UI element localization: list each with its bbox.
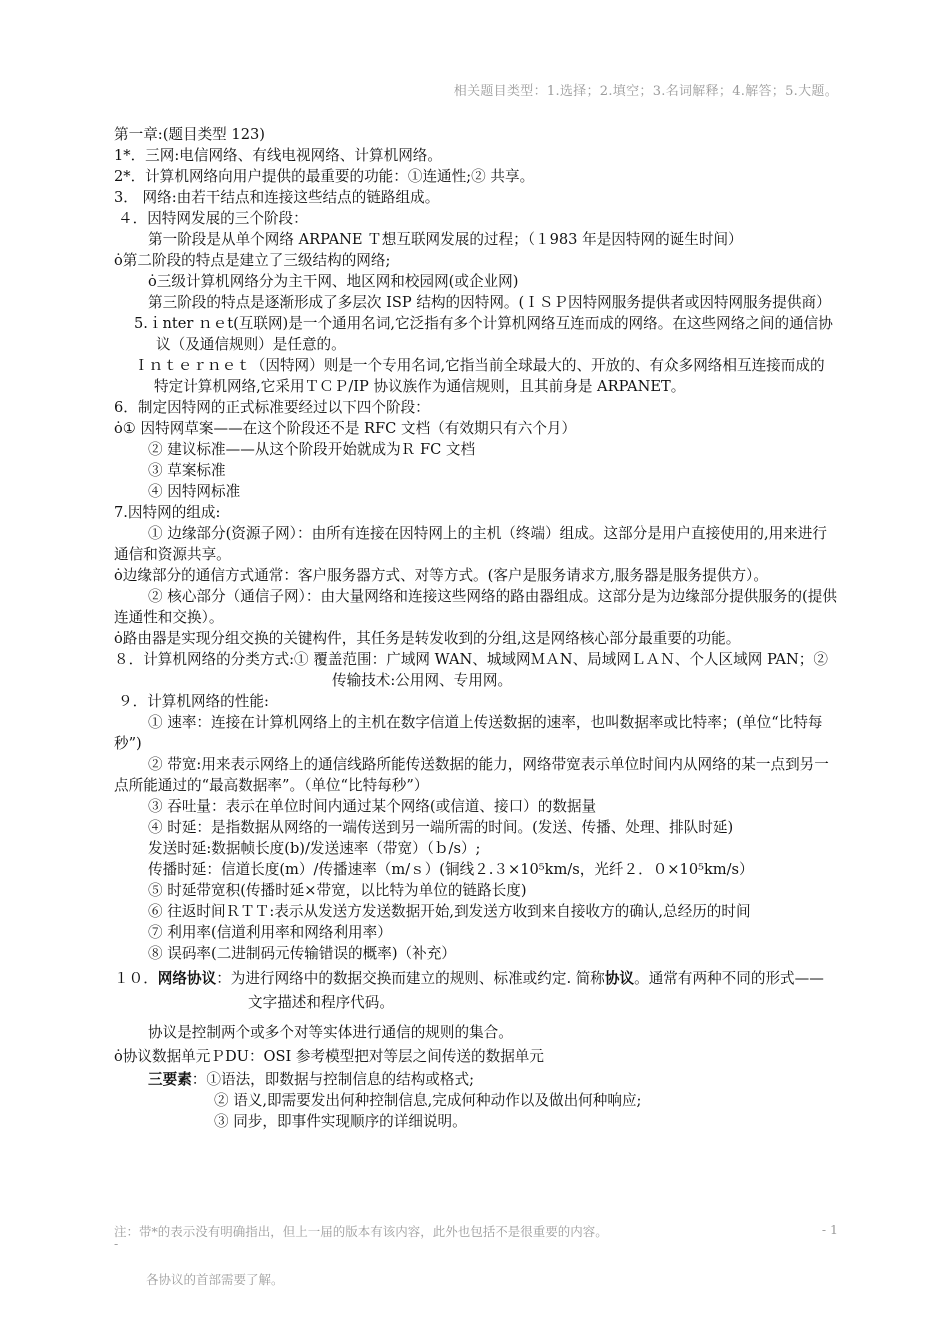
footer-dash: - xyxy=(114,1236,119,1251)
item-8: ８．计算机网络的分类方式:① 覆盖范围：广域网 WAN、城域网ＭＡN、局域网ＬＡＮ、个人区域网 PAN；②传输技术:公用网、专用网。 xyxy=(114,651,828,689)
term-protocol-short: 协议 xyxy=(604,970,635,987)
item-9-rate: ① 速率：连接在计算机网络上的主机在数字信道上传送数据的速率，也叫数据率或比特率；(单位“比特每秒”) xyxy=(114,714,823,752)
item-10-text-a: ：为进行网络中的数据交换而建立的规则、标准或约定. 简称 xyxy=(216,970,605,987)
item-4-stage-2-detail: ȯ三级计算机网络分为主干网、地区网和校园网(或企业网) xyxy=(148,273,519,290)
item-10-definition: 协议是控制两个或多个对等实体进行通信的规则的集合。 xyxy=(148,1024,513,1041)
page-number: - 1 xyxy=(821,1222,838,1237)
item-5-internet: 5.ｉnter ｎｅt(互联网)是一个通用名词,它泛指有多个计算机网络互连而成的网络。在这些网络之间的通信协议（及通信规则）是任意的。 xyxy=(134,315,833,353)
item-9-tx-delay: 发送时延:数据帧长度(b)/发送速率（带宽）（ｂ/s）; xyxy=(148,840,481,857)
item-1: 1*．三网:电信网络、有线电视网络、计算机网络。 xyxy=(114,147,442,164)
item-9-prop-delay: 传播时延：信道长度(m）/传播速率（m/ｓ）(铜线２.３×10⁵km/s，光纤２．０×10⁵km/s） xyxy=(148,861,754,878)
item-10-number: １０． xyxy=(114,970,158,987)
item-2: 2*．计算机网络向用户提供的最重要的功能：①连通性;② 共享。 xyxy=(114,168,535,185)
item-9-throughput: ③ 吞吐量：表示在单位时间内通过某个网络(或信道、接口）的数据量 xyxy=(148,798,597,815)
item-9-bandwidth: ② 带宽:用来表示网络上的通信线路所能传送数据的能力，网络带宽表示单位时间内从网络的某一点到另一点所能通过的“最高数据率”。（单位“比特每秒”） xyxy=(114,756,829,794)
item-10-elements xyxy=(114,1069,838,1090)
item-4-stage-2: ȯ第二阶段的特点是建立了三级结构的网络; xyxy=(114,252,391,269)
item-9: ９．计算机网络的性能: xyxy=(118,693,269,710)
item-6-stage-3: ③ 草案标准 xyxy=(148,462,226,479)
footer-note-2: 各协议的首部需要了解。 xyxy=(146,1272,284,1287)
item-4-stage-1: 第一阶段是从单个网络 ARPANE Ｔ想互联网发展的过程；（１983 年是因特网的诞生时间） xyxy=(148,231,743,248)
item-9-ber: ⑧ 误码率(二进制码元传输错误的概率)（补充） xyxy=(148,945,456,962)
item-9-delay: ④ 时延：是指数据从网络的一端传送到另一端所需的时间。(发送、传播、处理、排队时延) xyxy=(148,819,734,836)
item-10-pdu: ȯ协议数据单元ＰDU：OSI 参考模型把对等层之间传送的数据单元 xyxy=(114,1048,544,1065)
item-6-stage-2: ② 建议标准——从这个阶段开始就成为Ｒ FC 文档 xyxy=(148,441,476,458)
item-10-sync: ③ 同步，即事件实现顺序的详细说明。 xyxy=(214,1113,467,1130)
item-10-semantics: ② 语义,即需要发出何种控制信息,完成何种动作以及做出何种响应; xyxy=(214,1092,642,1109)
item-7-edge-modes: ȯ边缘部分的通信方式通常：客户服务器方式、对等方式。(客户是服务请求方,服务器是服务提供方）。 xyxy=(114,567,768,584)
footer-note: 注：带*的表示没有明确指出，但上一届的版本有该内容，此外也包括不是很重要的内容。 xyxy=(114,1224,608,1239)
item-6-stage-4: ④ 因特网标准 xyxy=(148,483,241,500)
item-9-utilization: ⑦ 利用率(信道利用率和网络利用率） xyxy=(148,924,392,941)
term-protocol: 网络协议 xyxy=(157,970,217,987)
item-9-rtt: ⑥ 往返时间ＲＴＴ:表示从发送方发送数据开始,到发送方收到来自接收方的确认,总经历的时间 xyxy=(148,903,751,920)
item-6: 6．制定因特网的正式标准要经过以下四个阶段： xyxy=(114,399,430,416)
item-5-Internet: Ｉｎｔｅｒｎｅｔ（因特网）则是一个专用名词,它指当前全球最大的、开放的、有众多网络相互连接而成的特定计算机网络,它采用ＴＣＰ/IP 协议族作为通信规则，且其前身是 ARPANET。 xyxy=(134,357,825,395)
item-7-edge: ① 边缘部分(资源子网）：由所有连接在因特网上的主机（终端）组成。这部分是用户直接使用的,用来进行通信和资源共享。 xyxy=(114,525,827,563)
item-7-core: ② 核心部分（通信子网）：由大量网络和连接这些网络的路由器组成。这部分是为边缘部分提供服务的(提供连通性和交换）。 xyxy=(114,588,837,626)
item-10-text-b: 。通常有两种不同的形式——文字描述和程序代码。 xyxy=(248,970,824,1011)
item-6-stage-1: ȯ① 因特网草案——在这个阶段还不是 RFC 文档（有效期只有六个月） xyxy=(114,420,577,437)
document-body xyxy=(114,124,838,1132)
item-10 xyxy=(114,967,838,1015)
item-9-delay-bw: ⑤ 时延带宽积(传播时延×带宽，以比特为单位的链路长度) xyxy=(148,882,527,899)
item-4: ４．因特网发展的三个阶段： xyxy=(118,210,308,227)
page-header: 相关题目类型：1.选择；2.填空；3.名词解释；4.解答；5.大题。 xyxy=(453,84,838,99)
item-7-router: ȯ路由器是实现分组交换的关键构件，其任务是转发收到的分组,这是网络核心部分最重要的功能。 xyxy=(114,630,741,647)
item-7: 7.因特网的组成: xyxy=(114,504,221,521)
item-10-syntax: ：①语法，即数据与控制信息的结构或格式; xyxy=(191,1071,474,1088)
item-3: 3． 网络:由若干结点和连接这些结点的链路组成。 xyxy=(114,189,440,206)
chapter-heading: 第一章:(题目类型 123) xyxy=(114,126,265,143)
item-4-stage-3: 第三阶段的特点是逐渐形成了多层次 ISP 结构的因特网。(ＩＳＰ因特网服务提供者或因特网服务提供商） xyxy=(148,294,831,311)
term-three-elements: 三要素 xyxy=(148,1071,192,1088)
